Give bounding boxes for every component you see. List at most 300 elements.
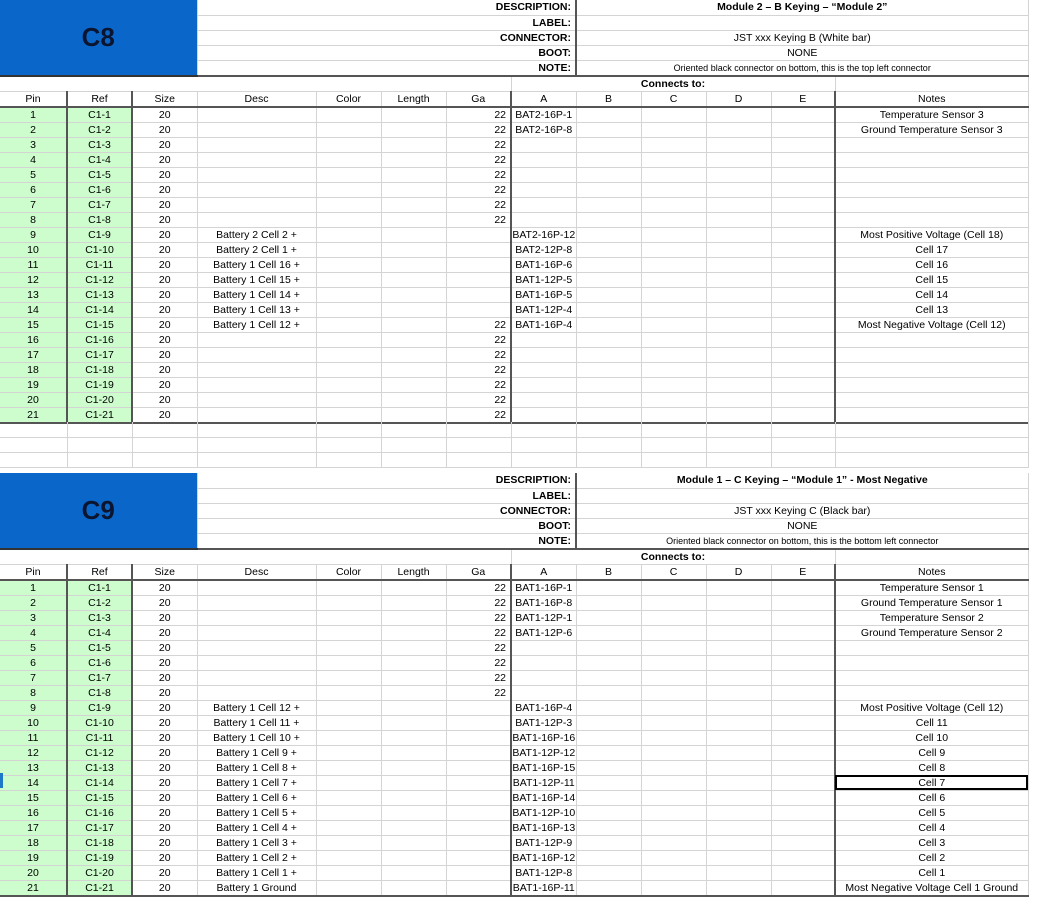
desc-cell[interactable] (197, 182, 316, 197)
ref-cell[interactable]: C1-11 (67, 730, 132, 745)
size-cell[interactable]: 20 (132, 362, 197, 377)
size-cell[interactable]: 20 (132, 332, 197, 347)
connects-c-cell[interactable] (641, 595, 706, 610)
desc-cell[interactable]: Battery 1 Cell 15 + (197, 272, 316, 287)
notes-cell[interactable] (835, 167, 1028, 182)
pin-cell[interactable]: 18 (0, 362, 67, 377)
notes-cell[interactable]: Most Negative Voltage (Cell 12) (835, 317, 1028, 332)
notes-cell[interactable]: Ground Temperature Sensor 1 (835, 595, 1028, 610)
connects-c-cell[interactable] (641, 625, 706, 640)
connects-b-cell[interactable] (576, 152, 641, 167)
pin-cell[interactable]: 10 (0, 715, 67, 730)
connects-c-cell[interactable] (641, 122, 706, 137)
desc-cell[interactable]: Battery 1 Cell 5 + (197, 805, 316, 820)
connects-a-cell[interactable]: BAT1-12P-8 (511, 865, 576, 880)
connects-b-cell[interactable] (576, 865, 641, 880)
size-cell[interactable]: 20 (132, 197, 197, 212)
connects-a-cell[interactable]: BAT1-16P-4 (511, 700, 576, 715)
connector-id-cell[interactable]: C8 (0, 0, 197, 76)
notes-cell[interactable]: Cell 17 (835, 242, 1028, 257)
length-cell[interactable] (381, 197, 446, 212)
length-cell[interactable] (381, 137, 446, 152)
pin-cell[interactable]: 1 (0, 107, 67, 123)
connects-b-cell[interactable] (576, 850, 641, 865)
desc-cell[interactable]: Battery 2 Cell 1 + (197, 242, 316, 257)
connects-e-cell[interactable] (771, 580, 835, 596)
connects-d-cell[interactable] (706, 625, 771, 640)
connects-c-cell[interactable] (641, 655, 706, 670)
empty-cell[interactable] (835, 422, 1028, 437)
connects-a-cell[interactable] (511, 670, 576, 685)
ga-cell[interactable] (446, 700, 511, 715)
connects-d-cell[interactable] (706, 182, 771, 197)
empty-cell[interactable] (641, 437, 706, 452)
connects-d-cell[interactable] (706, 122, 771, 137)
size-cell[interactable]: 20 (132, 775, 197, 790)
ref-cell[interactable]: C1-9 (67, 700, 132, 715)
color-cell[interactable] (316, 595, 381, 610)
connects-d-cell[interactable] (706, 287, 771, 302)
column-header-color[interactable]: Color (316, 564, 381, 580)
notes-cell[interactable]: Ground Temperature Sensor 2 (835, 625, 1028, 640)
empty-cell[interactable] (771, 422, 835, 437)
pin-cell[interactable]: 9 (0, 227, 67, 242)
ga-cell[interactable]: 22 (446, 392, 511, 407)
ref-cell[interactable]: C1-6 (67, 182, 132, 197)
color-cell[interactable] (316, 775, 381, 790)
notes-cell[interactable]: Cell 3 (835, 835, 1028, 850)
pin-cell[interactable]: 16 (0, 332, 67, 347)
color-cell[interactable] (316, 790, 381, 805)
pin-cell[interactable]: 21 (0, 880, 67, 896)
connects-c-cell[interactable] (641, 137, 706, 152)
length-cell[interactable] (381, 700, 446, 715)
length-cell[interactable] (381, 212, 446, 227)
connects-d-cell[interactable] (706, 317, 771, 332)
size-cell[interactable]: 20 (132, 287, 197, 302)
pin-cell[interactable]: 15 (0, 317, 67, 332)
connects-a-cell[interactable]: BAT1-12P-4 (511, 302, 576, 317)
ga-cell[interactable]: 22 (446, 167, 511, 182)
empty-cell[interactable] (316, 422, 381, 437)
length-cell[interactable] (381, 685, 446, 700)
connects-a-cell[interactable]: BAT1-16P-5 (511, 287, 576, 302)
ref-cell[interactable]: C1-3 (67, 610, 132, 625)
size-cell[interactable]: 20 (132, 880, 197, 896)
empty-cell[interactable] (316, 437, 381, 452)
size-cell[interactable]: 20 (132, 257, 197, 272)
ref-cell[interactable]: C1-4 (67, 625, 132, 640)
column-header-length[interactable]: Length (381, 91, 446, 107)
color-cell[interactable] (316, 850, 381, 865)
desc-cell[interactable]: Battery 1 Cell 12 + (197, 700, 316, 715)
connects-c-cell[interactable] (641, 227, 706, 242)
connects-a-cell[interactable]: BAT1-12P-12 (512, 746, 576, 759)
ref-cell[interactable]: C1-12 (67, 272, 132, 287)
desc-cell[interactable]: Battery 1 Cell 12 + (197, 317, 316, 332)
connects-d-cell[interactable] (706, 242, 771, 257)
empty-cell[interactable] (771, 452, 835, 467)
notes-cell[interactable] (835, 407, 1028, 423)
connects-a-cell[interactable]: BAT2-16P-1 (511, 107, 576, 123)
connects-a-cell[interactable]: BAT1-12P-9 (511, 835, 576, 850)
length-cell[interactable] (381, 670, 446, 685)
size-cell[interactable]: 20 (132, 835, 197, 850)
notes-cell[interactable] (835, 377, 1028, 392)
length-cell[interactable] (381, 745, 446, 760)
connector-type-value[interactable]: JST xxx Keying C (Black bar) (576, 503, 1028, 518)
connects-a-cell[interactable] (511, 392, 576, 407)
empty-cell[interactable] (576, 452, 641, 467)
notes-cell[interactable]: Cell 16 (835, 257, 1028, 272)
connects-a-cell[interactable]: BAT1-16P-8 (511, 595, 576, 610)
connects-b-cell[interactable] (576, 392, 641, 407)
connects-c-cell[interactable] (641, 407, 706, 423)
connects-c-cell[interactable] (641, 242, 706, 257)
empty-cell[interactable] (0, 452, 67, 467)
empty-cell[interactable] (706, 437, 771, 452)
size-cell[interactable]: 20 (132, 820, 197, 835)
notes-cell[interactable]: Cell 1 (835, 865, 1028, 880)
ref-cell[interactable]: C1-10 (67, 715, 132, 730)
pin-cell[interactable]: 3 (0, 137, 67, 152)
connects-a-cell[interactable]: BAT1-16P-16 (512, 731, 576, 744)
size-cell[interactable]: 20 (132, 610, 197, 625)
boot-value[interactable]: NONE (576, 45, 1028, 60)
desc-cell[interactable] (197, 595, 316, 610)
size-cell[interactable]: 20 (132, 685, 197, 700)
ga-cell[interactable]: 22 (446, 212, 511, 227)
connects-d-cell[interactable] (706, 227, 771, 242)
connects-e-cell[interactable] (771, 167, 835, 182)
color-cell[interactable] (316, 152, 381, 167)
notes-cell[interactable]: Temperature Sensor 2 (835, 610, 1028, 625)
pin-cell[interactable]: 18 (0, 835, 67, 850)
ref-cell[interactable]: C1-18 (67, 362, 132, 377)
column-header-ref[interactable]: Ref (67, 564, 132, 580)
pin-cell[interactable]: 7 (0, 670, 67, 685)
ga-cell[interactable]: 22 (446, 685, 511, 700)
color-cell[interactable] (316, 670, 381, 685)
empty-cell[interactable] (706, 422, 771, 437)
size-cell[interactable]: 20 (132, 347, 197, 362)
connects-c-cell[interactable] (641, 362, 706, 377)
column-header-ref[interactable]: Ref (67, 91, 132, 107)
connects-d-cell[interactable] (706, 655, 771, 670)
notes-cell[interactable] (835, 640, 1028, 655)
ga-cell[interactable]: 22 (446, 152, 511, 167)
ga-cell[interactable] (446, 850, 511, 865)
pin-cell[interactable]: 4 (0, 625, 67, 640)
connects-b-cell[interactable] (576, 595, 641, 610)
color-cell[interactable] (316, 580, 381, 596)
desc-cell[interactable]: Battery 1 Cell 9 + (197, 745, 316, 760)
column-header-color[interactable]: Color (316, 91, 381, 107)
connects-a-cell[interactable]: BAT1-12P-11 (512, 776, 575, 789)
size-cell[interactable]: 20 (132, 595, 197, 610)
ref-cell[interactable]: C1-7 (67, 197, 132, 212)
desc-cell[interactable]: Battery 1 Cell 7 + (197, 775, 316, 790)
empty-cell[interactable] (132, 452, 197, 467)
ga-cell[interactable] (446, 227, 511, 242)
size-cell[interactable]: 20 (132, 137, 197, 152)
connects-d-cell[interactable] (706, 272, 771, 287)
desc-cell[interactable] (197, 580, 316, 596)
notes-cell[interactable]: Cell 8 (835, 760, 1028, 775)
column-header-notes[interactable]: Notes (835, 564, 1028, 580)
pin-cell[interactable]: 11 (0, 730, 67, 745)
connects-b-cell[interactable] (576, 212, 641, 227)
ref-cell[interactable]: C1-20 (67, 392, 132, 407)
size-cell[interactable]: 20 (132, 317, 197, 332)
color-cell[interactable] (316, 655, 381, 670)
length-cell[interactable] (381, 865, 446, 880)
ref-cell[interactable]: C1-19 (67, 850, 132, 865)
connects-d-cell[interactable] (706, 212, 771, 227)
length-cell[interactable] (381, 595, 446, 610)
ga-cell[interactable]: 22 (446, 122, 511, 137)
notes-cell[interactable]: Cell 2 (835, 850, 1028, 865)
length-cell[interactable] (381, 302, 446, 317)
pin-cell[interactable]: 15 (0, 790, 67, 805)
connects-e-cell[interactable] (771, 850, 835, 865)
color-cell[interactable] (316, 880, 381, 896)
desc-cell[interactable] (197, 122, 316, 137)
connects-b-cell[interactable] (576, 167, 641, 182)
description-value[interactable]: Module 2 – B Keying – “Module 2” (576, 0, 1028, 15)
color-cell[interactable] (316, 820, 381, 835)
connector-type-value[interactable]: JST xxx Keying B (White bar) (576, 30, 1028, 45)
color-cell[interactable] (316, 715, 381, 730)
length-cell[interactable] (381, 392, 446, 407)
ref-cell[interactable]: C1-2 (67, 595, 132, 610)
connects-d-cell[interactable] (706, 392, 771, 407)
ref-cell[interactable]: C1-21 (67, 407, 132, 423)
column-header-size[interactable]: Size (132, 564, 197, 580)
connects-d-cell[interactable] (706, 730, 771, 745)
connects-c-cell[interactable] (641, 377, 706, 392)
connects-d-cell[interactable] (706, 257, 771, 272)
empty-cell[interactable] (511, 452, 576, 467)
empty-cell[interactable] (316, 452, 381, 467)
pin-cell[interactable]: 10 (0, 242, 67, 257)
connects-a-cell[interactable] (511, 640, 576, 655)
empty-cell[interactable] (132, 422, 197, 437)
length-cell[interactable] (381, 377, 446, 392)
connects-c-cell[interactable] (641, 730, 706, 745)
length-cell[interactable] (381, 257, 446, 272)
ga-cell[interactable]: 22 (446, 347, 511, 362)
ga-cell[interactable]: 22 (446, 137, 511, 152)
connects-c-cell[interactable] (641, 332, 706, 347)
color-cell[interactable] (316, 257, 381, 272)
connects-e-cell[interactable] (771, 745, 835, 760)
ga-cell[interactable]: 22 (446, 610, 511, 625)
ga-cell[interactable] (446, 715, 511, 730)
column-header-d[interactable]: D (706, 564, 771, 580)
connects-d-cell[interactable] (706, 197, 771, 212)
column-header-e[interactable]: E (771, 91, 835, 107)
desc-cell[interactable] (197, 392, 316, 407)
pin-cell[interactable]: 4 (0, 152, 67, 167)
color-cell[interactable] (316, 272, 381, 287)
length-cell[interactable] (381, 820, 446, 835)
label-value[interactable] (576, 488, 1028, 503)
pin-cell[interactable]: 6 (0, 182, 67, 197)
connects-e-cell[interactable] (771, 835, 835, 850)
connects-d-cell[interactable] (706, 347, 771, 362)
length-cell[interactable] (381, 407, 446, 423)
connects-c-cell[interactable] (641, 392, 706, 407)
notes-cell[interactable]: Cell 15 (835, 272, 1028, 287)
desc-cell[interactable] (197, 685, 316, 700)
color-cell[interactable] (316, 332, 381, 347)
length-cell[interactable] (381, 227, 446, 242)
pin-cell[interactable]: 2 (0, 595, 67, 610)
connects-a-cell[interactable]: BAT1-16P-14 (512, 791, 576, 804)
notes-cell[interactable]: Cell 9 (835, 745, 1028, 760)
ga-cell[interactable] (446, 302, 511, 317)
connects-d-cell[interactable] (706, 377, 771, 392)
connects-d-cell[interactable] (706, 700, 771, 715)
length-cell[interactable] (381, 640, 446, 655)
connects-e-cell[interactable] (771, 625, 835, 640)
connects-b-cell[interactable] (576, 287, 641, 302)
length-cell[interactable] (381, 715, 446, 730)
connects-b-cell[interactable] (576, 775, 641, 790)
connects-c-cell[interactable] (641, 715, 706, 730)
empty-cell[interactable] (835, 437, 1028, 452)
color-cell[interactable] (316, 407, 381, 423)
size-cell[interactable]: 20 (132, 850, 197, 865)
connects-e-cell[interactable] (771, 242, 835, 257)
connects-b-cell[interactable] (576, 670, 641, 685)
desc-cell[interactable] (197, 655, 316, 670)
color-cell[interactable] (316, 610, 381, 625)
connects-a-cell[interactable]: BAT1-16P-6 (511, 257, 576, 272)
connects-a-cell[interactable] (511, 362, 576, 377)
size-cell[interactable]: 20 (132, 715, 197, 730)
length-cell[interactable] (381, 805, 446, 820)
ga-cell[interactable]: 22 (446, 377, 511, 392)
desc-cell[interactable]: Battery 1 Ground (197, 880, 316, 896)
notes-cell[interactable]: Temperature Sensor 1 (835, 580, 1028, 596)
length-cell[interactable] (381, 152, 446, 167)
connects-c-cell[interactable] (641, 685, 706, 700)
desc-cell[interactable]: Battery 1 Cell 1 + (197, 865, 316, 880)
notes-cell[interactable] (835, 670, 1028, 685)
connects-e-cell[interactable] (771, 137, 835, 152)
ga-cell[interactable]: 22 (446, 595, 511, 610)
notes-cell[interactable]: Cell 13 (835, 302, 1028, 317)
connects-d-cell[interactable] (706, 107, 771, 123)
connects-c-cell[interactable] (641, 805, 706, 820)
notes-cell[interactable] (835, 392, 1028, 407)
connects-a-cell[interactable]: BAT1-16P-11 (512, 881, 575, 894)
length-cell[interactable] (381, 317, 446, 332)
connects-e-cell[interactable] (771, 595, 835, 610)
empty-cell[interactable] (381, 437, 446, 452)
empty-cell[interactable] (641, 452, 706, 467)
pin-cell[interactable]: 3 (0, 610, 67, 625)
ref-cell[interactable]: C1-12 (67, 745, 132, 760)
notes-cell[interactable] (835, 197, 1028, 212)
connects-e-cell[interactable] (771, 347, 835, 362)
ref-cell[interactable]: C1-5 (67, 640, 132, 655)
ga-cell[interactable]: 22 (446, 407, 511, 423)
ga-cell[interactable]: 22 (446, 640, 511, 655)
length-cell[interactable] (381, 122, 446, 137)
pin-cell[interactable]: 17 (0, 820, 67, 835)
connects-a-cell[interactable] (511, 152, 576, 167)
connects-a-cell[interactable] (511, 167, 576, 182)
desc-cell[interactable]: Battery 2 Cell 2 + (197, 227, 316, 242)
connects-e-cell[interactable] (771, 302, 835, 317)
connects-b-cell[interactable] (576, 272, 641, 287)
pin-cell[interactable]: 21 (0, 407, 67, 423)
length-cell[interactable] (381, 287, 446, 302)
column-header-a[interactable]: A (511, 91, 576, 107)
connects-e-cell[interactable] (771, 212, 835, 227)
ga-cell[interactable]: 22 (446, 107, 511, 123)
desc-cell[interactable] (197, 670, 316, 685)
connects-c-cell[interactable] (641, 182, 706, 197)
ga-cell[interactable] (446, 880, 511, 896)
connects-e-cell[interactable] (771, 805, 835, 820)
connects-e-cell[interactable] (771, 392, 835, 407)
empty-cell[interactable] (132, 437, 197, 452)
connects-b-cell[interactable] (576, 715, 641, 730)
notes-cell[interactable]: Cell 11 (835, 715, 1028, 730)
connects-c-cell[interactable] (641, 850, 706, 865)
connects-c-cell[interactable] (641, 610, 706, 625)
connects-a-cell[interactable]: BAT1-16P-15 (512, 761, 576, 774)
desc-cell[interactable] (197, 167, 316, 182)
connects-e-cell[interactable] (771, 272, 835, 287)
desc-cell[interactable]: Battery 1 Cell 13 + (197, 302, 316, 317)
column-header-desc[interactable]: Desc (197, 564, 316, 580)
connects-a-cell[interactable]: BAT1-16P-4 (511, 317, 576, 332)
empty-cell[interactable] (446, 422, 511, 437)
pin-cell[interactable]: 12 (0, 745, 67, 760)
pin-cell[interactable]: 8 (0, 212, 67, 227)
connects-e-cell[interactable] (771, 670, 835, 685)
connects-c-cell[interactable] (641, 257, 706, 272)
ref-cell[interactable]: C1-6 (67, 655, 132, 670)
ga-cell[interactable]: 22 (446, 655, 511, 670)
ref-cell[interactable]: C1-9 (67, 227, 132, 242)
length-cell[interactable] (381, 167, 446, 182)
color-cell[interactable] (316, 197, 381, 212)
desc-cell[interactable]: Battery 1 Cell 8 + (197, 760, 316, 775)
connects-e-cell[interactable] (771, 107, 835, 123)
desc-cell[interactable] (197, 152, 316, 167)
connects-e-cell[interactable] (771, 197, 835, 212)
ga-cell[interactable]: 22 (446, 317, 511, 332)
notes-cell[interactable]: Temperature Sensor 3 (835, 107, 1028, 123)
connects-b-cell[interactable] (576, 122, 641, 137)
connects-d-cell[interactable] (706, 362, 771, 377)
color-cell[interactable] (316, 745, 381, 760)
connects-b-cell[interactable] (576, 107, 641, 123)
pin-cell[interactable]: 5 (0, 640, 67, 655)
length-cell[interactable] (381, 332, 446, 347)
connects-b-cell[interactable] (576, 790, 641, 805)
empty-cell[interactable] (67, 422, 132, 437)
connects-e-cell[interactable] (771, 865, 835, 880)
desc-cell[interactable]: Battery 1 Cell 2 + (197, 850, 316, 865)
note-value[interactable]: Oriented black connector on bottom, this is the top left connector (576, 60, 1028, 76)
